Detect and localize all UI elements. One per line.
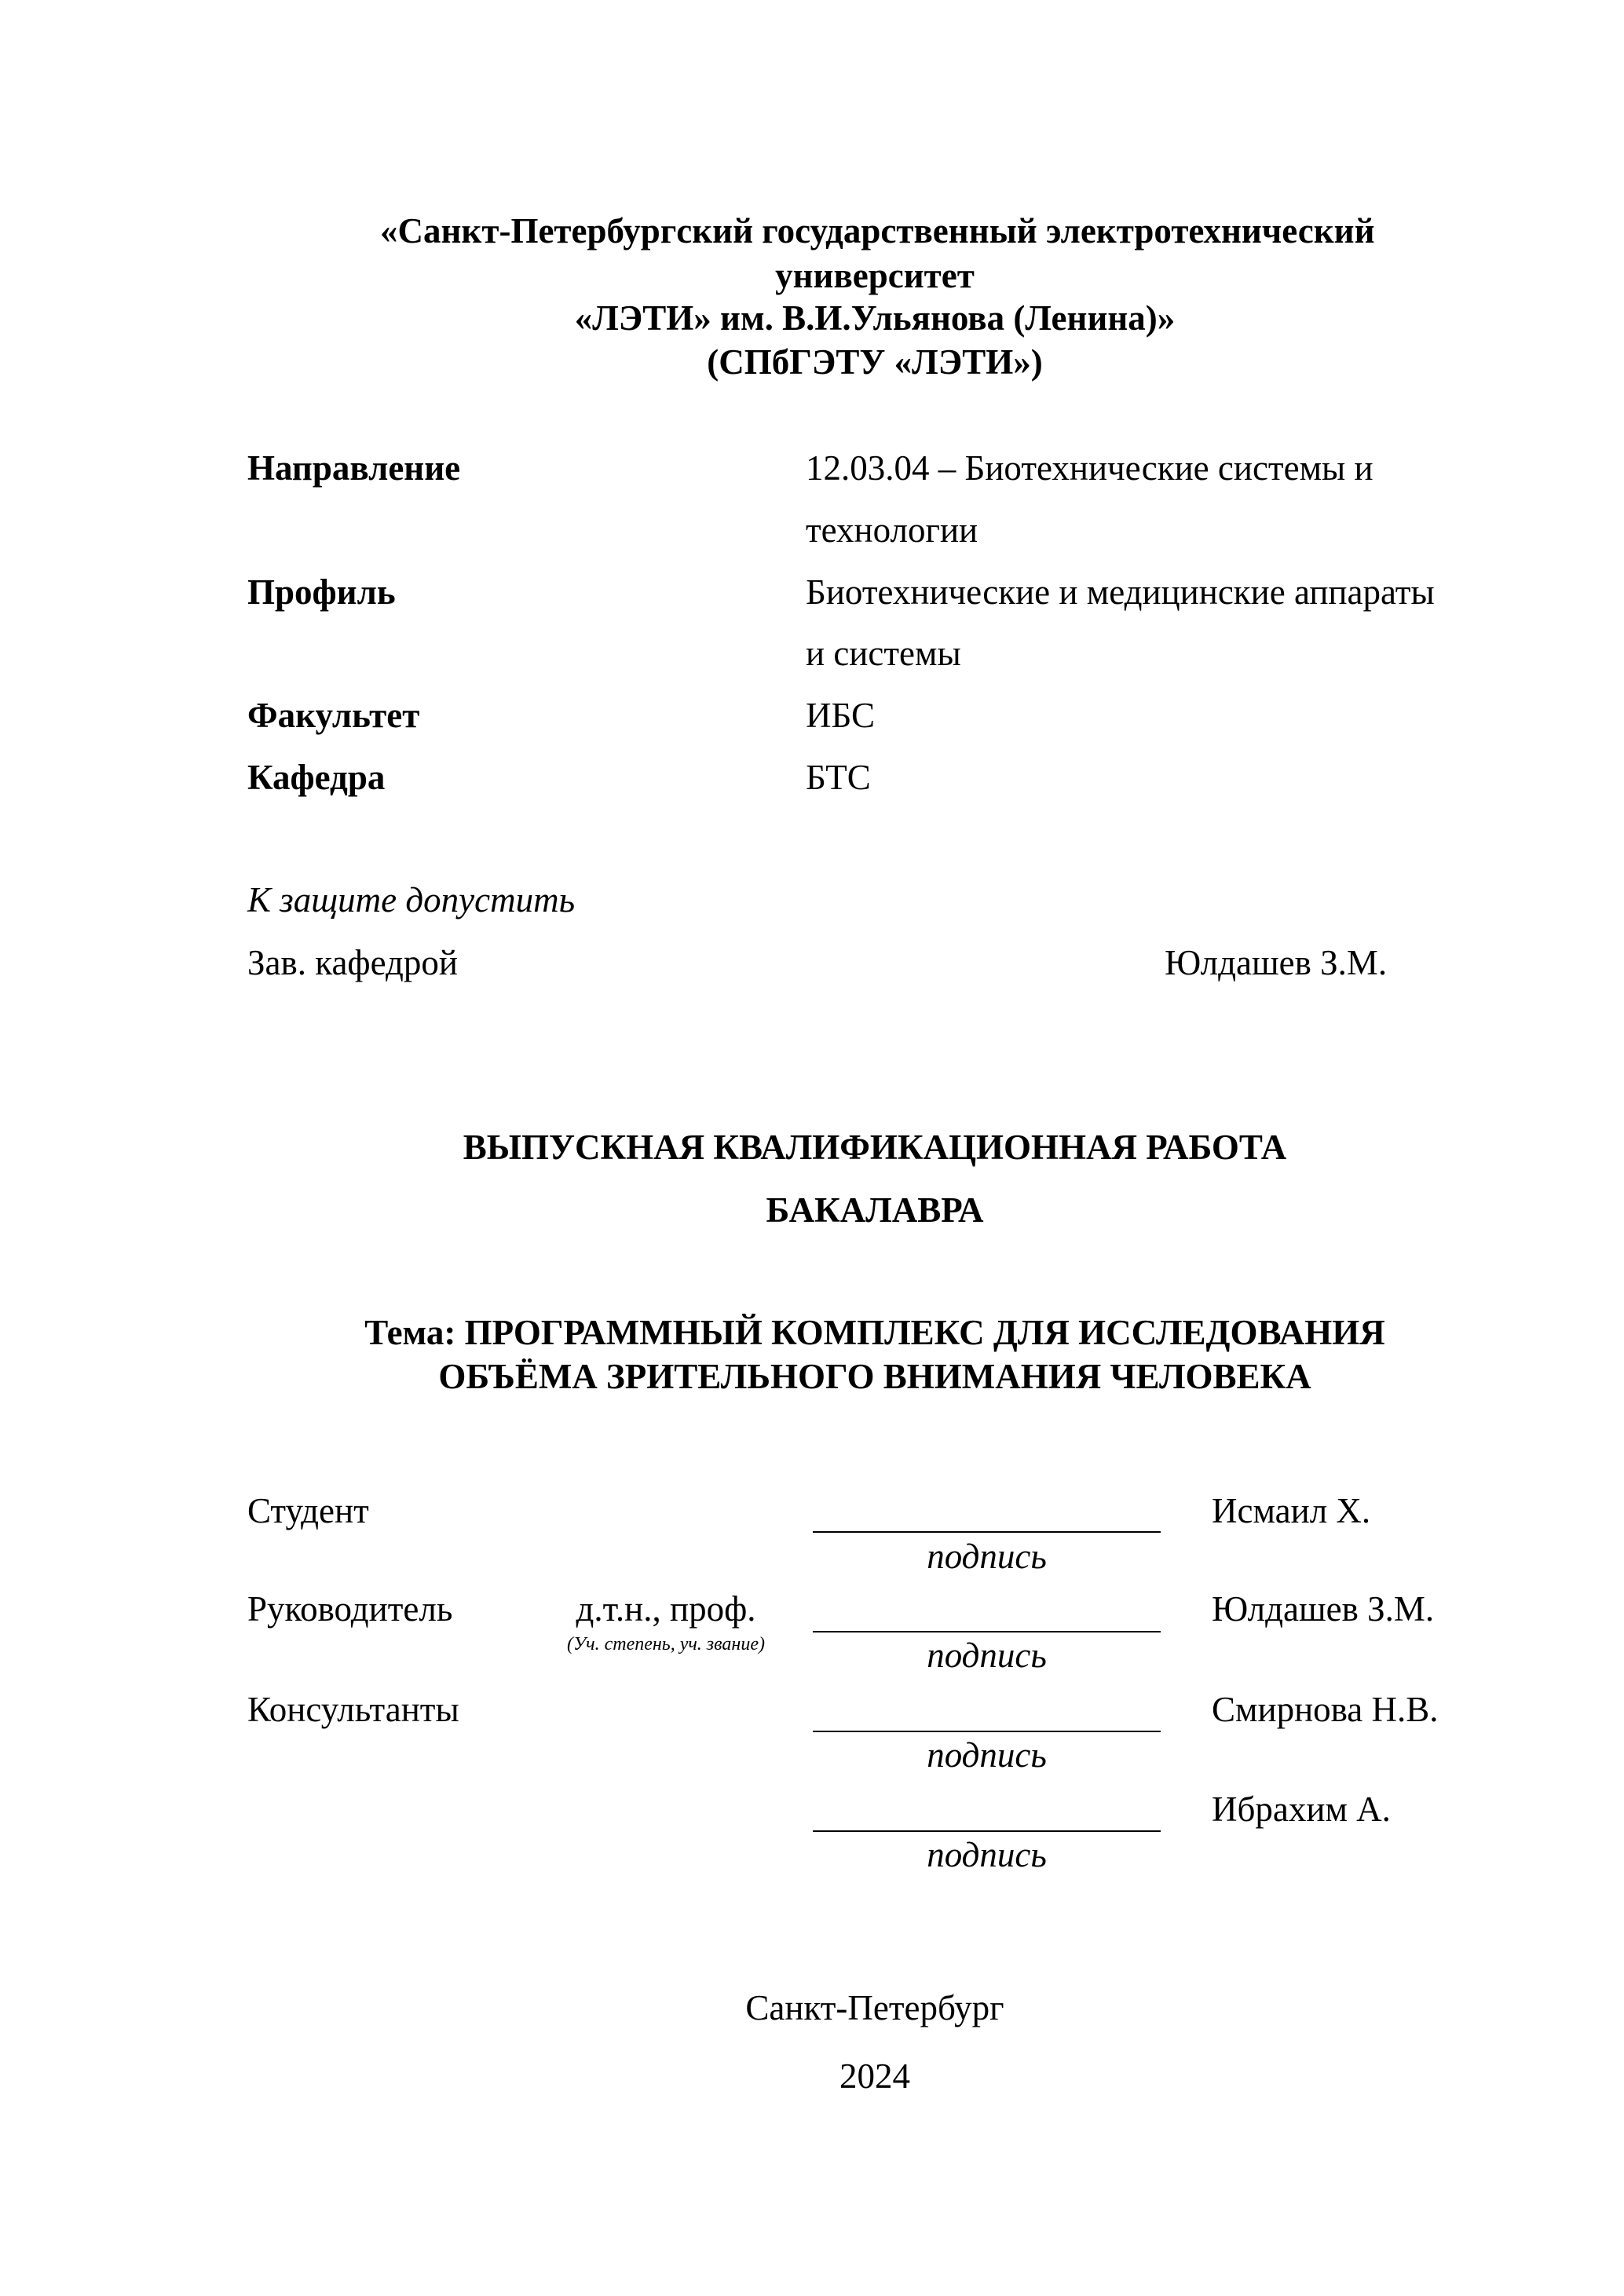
supervisor-label: Руководитель	[247, 1589, 453, 1629]
faculty-value: ИБС	[806, 696, 876, 735]
signature-caption: подпись	[927, 1835, 1047, 1874]
header-line-3: «ЛЭТИ» им. В.И.Ульянова (Ленина)»	[574, 298, 1176, 338]
student-name: Исмаил Х.	[1212, 1491, 1371, 1530]
topic-line-2: ОБЪЁМА ЗРИТЕЛЬНОГО ВНИМАНИЯ ЧЕЛОВЕКА	[438, 1357, 1311, 1396]
consultants-label: Консультанты	[247, 1690, 459, 1729]
department-label: Кафедра	[247, 758, 386, 797]
degree-caption: (Уч. степень, уч. звание)	[567, 1634, 765, 1654]
signature-caption: подпись	[927, 1636, 1047, 1675]
faculty-label: Факультет	[247, 696, 420, 735]
profile-label: Профиль	[247, 572, 396, 612]
signature-line	[813, 1631, 1161, 1632]
signature-line	[813, 1531, 1161, 1533]
profile-value: Биотехнические и медицинские аппараты	[806, 572, 1435, 612]
direction-label: Направление	[247, 448, 461, 488]
direction-value: 12.03.04 – Биотехнические системы и	[806, 448, 1373, 488]
supervisor-degree: д.т.н., проф.	[576, 1589, 756, 1629]
approval-role: Зав. кафедрой	[247, 943, 458, 982]
header-line-1: «Санкт-Петербургский государственный электротехнический	[380, 211, 1375, 250]
year: 2024	[839, 2057, 910, 2096]
work-title-line-2: БАКАЛАВРА	[766, 1190, 984, 1230]
topic-line-1: Тема: ПРОГРАММНЫЙ КОМПЛЕКС ДЛЯ ИССЛЕДОВАНИЯ	[364, 1313, 1385, 1352]
signature-line	[813, 1731, 1161, 1732]
signature-caption: подпись	[927, 1735, 1047, 1775]
header-line-2: университет	[775, 256, 975, 295]
work-title-line-1: ВЫПУСКНАЯ КВАЛИФИКАЦИОННАЯ РАБОТА	[463, 1128, 1287, 1167]
signature-caption: подпись	[927, 1537, 1047, 1576]
direction-value-cont: технологии	[806, 510, 978, 550]
approval-title: К защите допустить	[247, 880, 576, 919]
supervisor-name: Юлдашев З.М.	[1212, 1589, 1435, 1629]
department-value: БТС	[806, 758, 871, 797]
consultant-name: Смирнова Н.В.	[1212, 1690, 1439, 1729]
consultant-name: Ибрахим А.	[1212, 1790, 1391, 1829]
approval-name: Юлдашев З.М.	[1165, 943, 1388, 982]
city: Санкт-Петербург	[745, 1988, 1004, 2027]
header-line-4: (СПбГЭТУ «ЛЭТИ»)	[707, 342, 1043, 382]
signature-line	[813, 1830, 1161, 1832]
student-label: Студент	[247, 1491, 369, 1530]
profile-value-cont: и системы	[806, 634, 961, 673]
